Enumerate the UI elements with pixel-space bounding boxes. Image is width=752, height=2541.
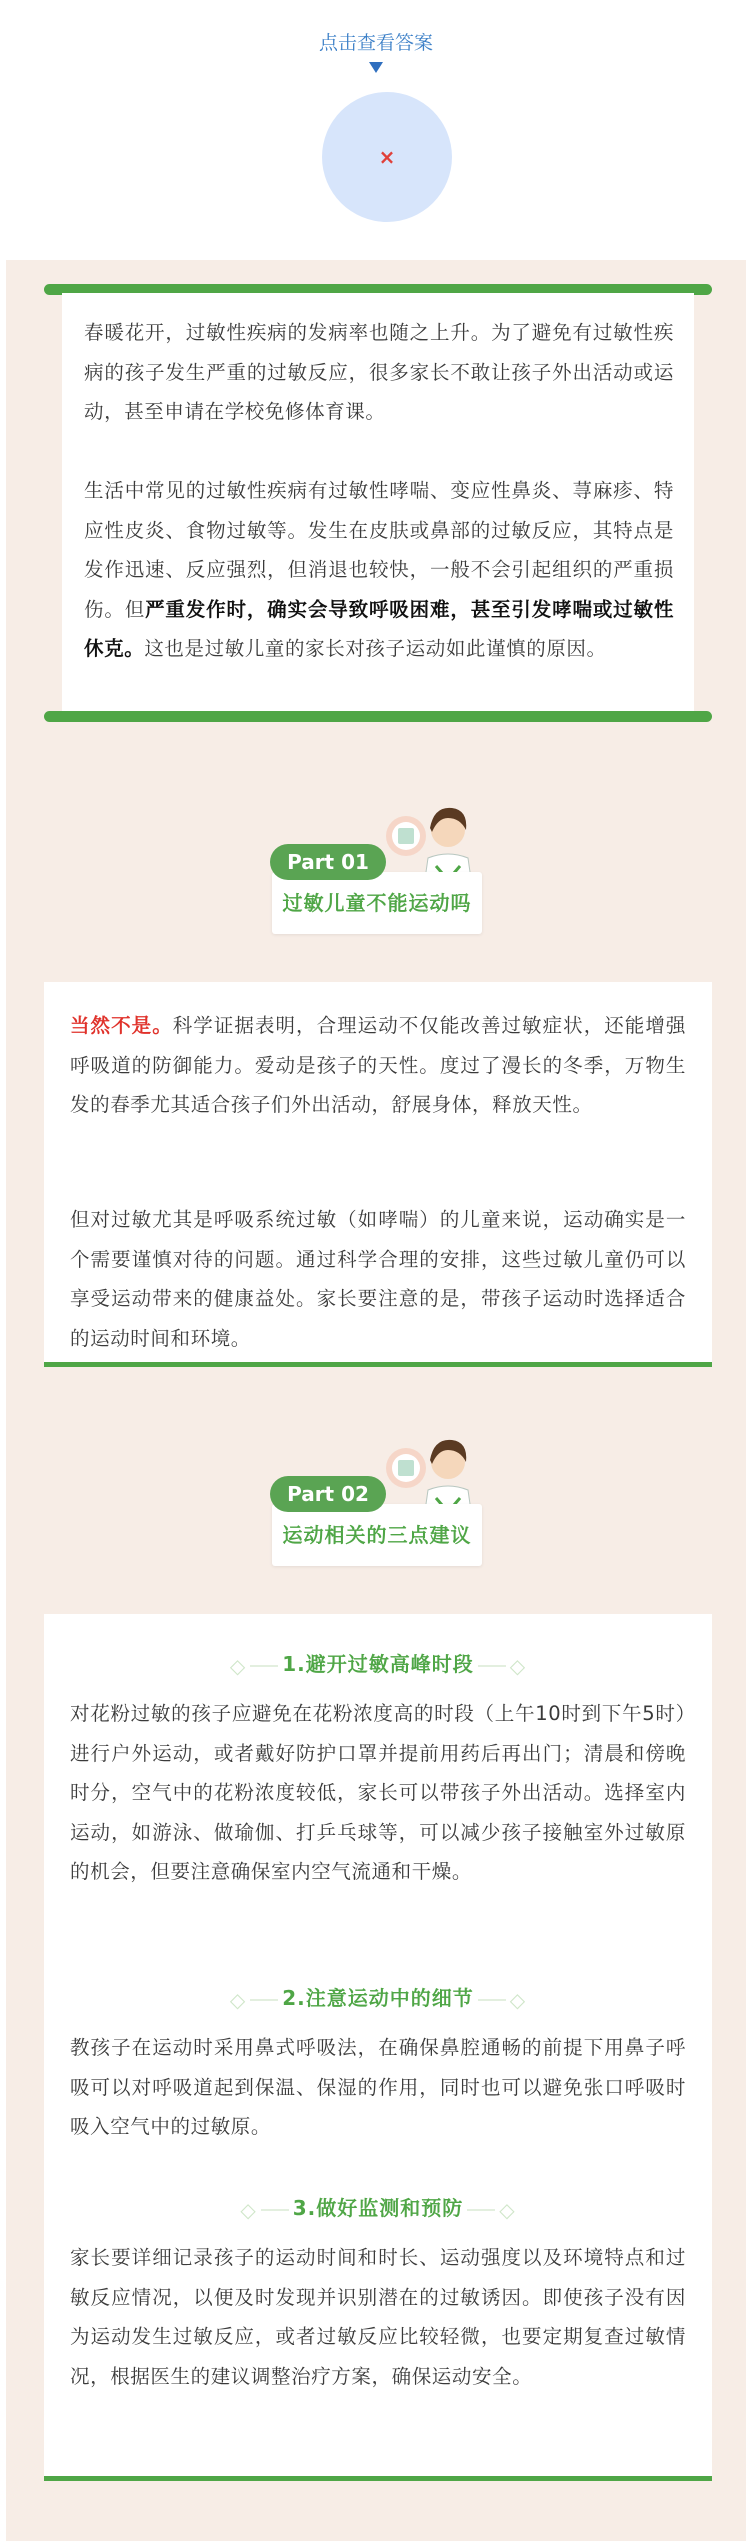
triangle-down-icon xyxy=(369,62,383,73)
part-02-header xyxy=(266,1432,496,1582)
tip-3-title: 3.做好监测和预防 xyxy=(292,2196,464,2220)
intro-paragraph-2 xyxy=(84,471,674,669)
tip-1-title: 1.避开过敏高峰时段 xyxy=(282,1652,474,1676)
part-01-card xyxy=(44,982,712,1362)
part-01-header xyxy=(266,800,496,950)
part-02-pill: Part 02 xyxy=(270,1476,386,1512)
answer-header xyxy=(0,0,752,260)
part-01-emphasis: 当然不是。 xyxy=(70,1014,173,1037)
intro-paragraph-2-text: 生活中常见的过敏性疾病有过敏性哮喘、变应性鼻炎、荨麻疹、特应性皮炎、食物过敏等。发生在皮肤或鼻部的过敏反应，其特点是发作迅速、反应强烈，但消退也较快，一般不会引起组织的严重损伤。但 xyxy=(84,479,674,621)
answer-image-placeholder[interactable] xyxy=(322,92,452,222)
intro-paragraph-2-emphasis: 严重发作时，确实会导致呼吸困难，甚至引发哮喘或过敏性休克。 xyxy=(84,597,674,660)
part-01-bottom-line xyxy=(44,1362,712,1367)
tip-3-text: 家长要详细记录孩子的运动时间和时长、运动强度以及环境特点和过敏反应情况，以便及时发现并识别潜在的过敏诱因。即使孩子没有因为运动发生过敏反应，或者过敏反应比较轻微，也要定期复查过敏情况，根据医生的建议调整治疗方案，确保运动安全。 xyxy=(70,2246,686,2388)
tip-3-heading: ◇ 3.做好监测和预防 ◇ xyxy=(240,2196,516,2222)
part-01-pill: Part 01 xyxy=(270,844,386,880)
intro-paragraph-2-tail: 这也是过敏儿童的家长对孩子运动如此谨慎的原因。 xyxy=(144,637,607,660)
part-01-paragraph-1 xyxy=(70,1006,686,1125)
tip-2-text: 教孩子在运动时采用鼻式呼吸法，在确保鼻腔通畅的前提下用鼻子呼吸可以对呼吸道起到保温、保湿的作用，同时也可以避免张口呼吸时吸入空气中的过敏原。 xyxy=(70,2036,686,2138)
part-02-bottom-line xyxy=(44,2476,712,2481)
tip-1-text: 对花粉过敏的孩子应避免在花粉浓度高的时段（上午10时到下午5时）进行户外运动，或者戴好防护口罩并提前用药后再出门；清晨和傍晚时分，空气中的花粉浓度较低，家长可以带孩子外出活动。选择室内运动，如游泳、做瑜伽、打乒乓球等，可以减少孩子接触室外过敏原的机会，但要注意确保室内空气流通和干燥。 xyxy=(70,1702,686,1883)
intro-paragraph-1: 春暖花开，过敏性疾病的发病率也随之上升。为了避免有过敏性疾病的孩子发生严重的过敏反应，很多家长不敢让孩子外出活动或运动，甚至申请在学校免修体育课。 xyxy=(84,321,674,423)
intro-card-body xyxy=(62,293,694,711)
show-answer-link[interactable]: 点击查看答案 xyxy=(318,32,433,54)
part-02-card xyxy=(44,1614,712,2480)
part-02-title: 运动相关的三点建议 xyxy=(282,1523,472,1547)
part-01-paragraph-2: 但对过敏尤其是呼吸系统过敏（如哮喘）的儿童来说，运动确实是一个需要谨慎对待的问题。通过科学合理的安排，这些过敏儿童仍可以享受运动带来的健康益处。家长要注意的是，带孩子运动时选择适合的运动时间和环境。 xyxy=(70,1208,686,1350)
tip-2-title: 2.注意运动中的细节 xyxy=(282,1986,474,2010)
part-01-title: 过敏儿童不能运动吗 xyxy=(282,891,472,915)
intro-card-bottom-bar xyxy=(44,711,712,722)
tip-1-heading: ◇ 1.避开过敏高峰时段 ◇ xyxy=(229,1652,527,1678)
intro-card xyxy=(44,284,712,722)
close-icon: × xyxy=(378,145,396,169)
part-01-paragraph-1-text: 科学证据表明，合理运动不仅能改善过敏症状，还能增强呼吸道的防御能力。爱动是孩子的天性。度过了漫长的冬季，万物生发的春季尤其适合孩子们外出活动，舒展身体，释放天性。 xyxy=(70,1014,686,1116)
tip-2-heading: ◇ 2.注意运动中的细节 ◇ xyxy=(229,1986,527,2012)
